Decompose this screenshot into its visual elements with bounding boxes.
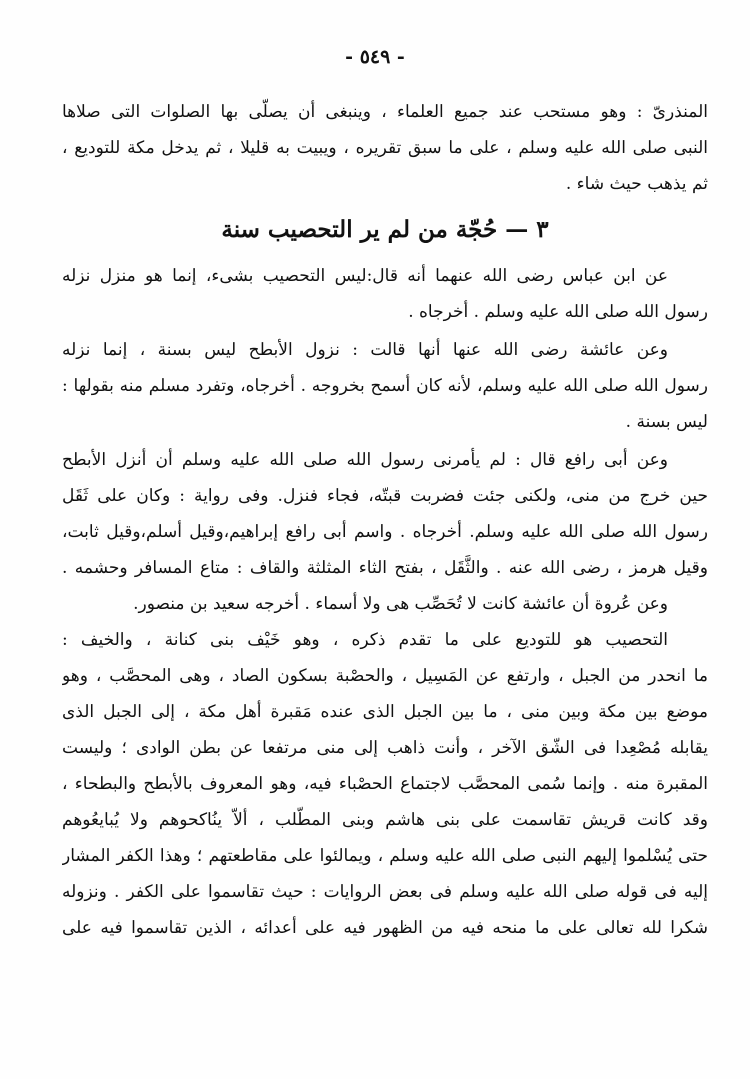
intro-paragraph [62,94,708,202]
text-line: النبى صلى الله عليه وسلم ، على ما سبق تقريره ، ويبيت به قليلا ، ثم يدخل مكة للتوديع ، [62,138,708,158]
hadith-urwa [62,586,708,622]
text-line: رسول الله صلى الله عليه وسلم، لأنه كان أسمح بخروجه . أخرجاه، وتفرد مسلم منه بقولها : [62,376,708,396]
text-line: حين خرج من منى، ولكنى جئت فضربت قبتّه، فجاء فنزل. وفى رواية : وكان على ثَقَل [62,486,708,506]
text-line: المقبرة منه . وإنما سُمى المحصَّب لاجتماع الحصْباء فيه، وهو المعروف بالأبطح والبطحاء ، [62,774,708,794]
text-line: يقابله مُصْعِدا فى الشّق الآخر ، وأنت ذاهب إلى منى مرتفعا عن بطن الوادى ؛ وليست [62,738,708,758]
text-line: موضع بين مكة وبين منى ، ما بين الجبل الذى عنده مَقبرة أهل مكة ، إلى الجبل الذى [62,702,708,722]
text-line: رسول الله صلى الله عليه وسلم. أخرجاه . واسم أبى رافع إبراهيم،وقيل أسلم،وقيل ثابت، [62,522,708,542]
hadith-ibn-abbas [62,258,708,330]
text-line: وقيل هرمز ، رضى الله عنه . والثَّقَل ، بفتح الثاء المثلثة والقاف : متاع المسافر وحشمه . [62,558,708,578]
page-number: - ٥٤٩ - [345,46,405,68]
section-heading: ٣ — حُجّة من لم ير التحصيب سنة [221,216,549,243]
text-line: إليه فى قوله صلى الله عليه وسلم فى بعض الروايات : حيث تقاسموا على الكفر . ونزوله [62,882,708,902]
text-line: وعن عائشة رضى الله عنها أنها قالت : نزول الأبطح ليس بسنة ، إنما نزله [62,340,668,360]
hadith-abi-rafi [62,442,708,586]
text-line: عن ابن عباس رضى الله عنهما أنه قال:ليس التحصيب بشىء، إنما هو منزل نزله [62,266,668,286]
text-line: شكرا لله تعالى على ما منحه فيه من الظهور فيه على أعدائه ، الذين تقاسموا فيه على [62,918,708,938]
text-line: رسول الله صلى الله عليه وسلم . أخرجاه . [408,302,708,322]
text-line: وعن أبى رافع قال : لم يأمرنى رسول الله صلى الله عليه وسلم أن أنزل الأبطح [62,450,668,470]
text-line: ما انحدر من الجبل ، وارتفع عن المَسِيل ، والحصْبة بسكون الصاد ، وهى المحصَّب ، وهو [62,666,708,686]
text-line: ليس بسنة . [625,412,708,432]
text-line: ثم يذهب حيث شاء . [565,174,708,194]
page-content [62,94,708,946]
commentary-paragraph [62,622,708,946]
text-line: حتى يُسْلموا إليهم النبى صلى الله عليه وسلم ، ويمالئوا على مقاطعتهم ؛ وهذا الكفر المشار [62,846,708,866]
text-line: وقد كانت قريش تقاسمت على بنى هاشم وبنى المطّلب ، ألاّ ينُاكحوهم ولا يُبايعُوهم [62,810,708,830]
text-line: وعن عُروة أن عائشة كانت لا تُحَصِّب هى ولا أسماء . أخرجه سعيد بن منصور. [133,594,668,614]
text-line: التحصيب هو للتوديع على ما تقدم ذكره ، وهو خَيْف بنى كنانة ، والخيف : [62,630,668,650]
text-line: المنذرىّ : وهو مستحب عند جميع العلماء ، وينبغى أن يصلّى بها الصلوات التى صلاها [62,102,708,122]
hadith-aisha [62,332,708,440]
